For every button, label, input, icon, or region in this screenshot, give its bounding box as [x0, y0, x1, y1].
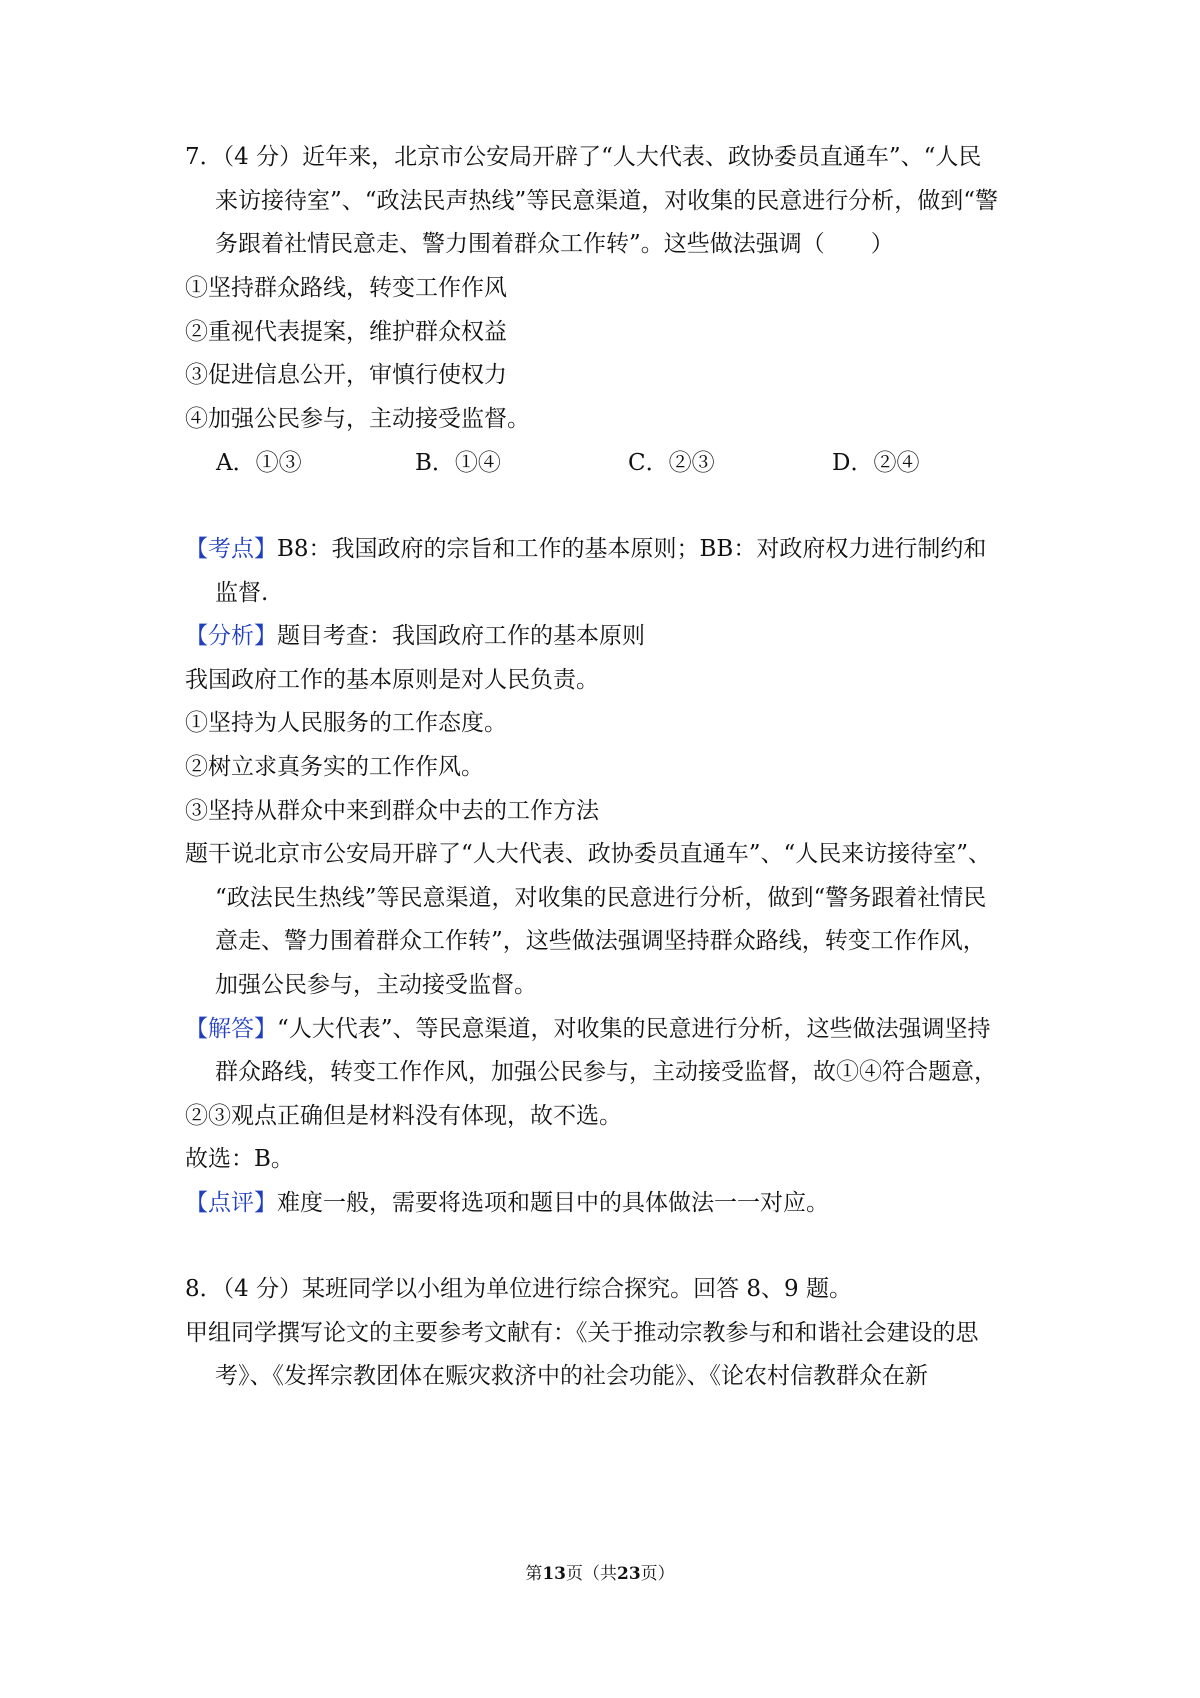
fenxi-line — [185, 621, 645, 651]
fenxi-line-4: ③坚持从群众中来到群众中去的工作方法 — [185, 798, 599, 824]
fenxi-line-5: 题干说北京市公安局开辟了“人大代表、政协委员直通车”、“人民来访接待室”、 — [185, 841, 992, 867]
dianping-text: 难度一般，需要将选项和题目中的具体做法一一对应。 — [277, 1190, 829, 1216]
fenxi-tag: 【分析】 — [185, 623, 277, 649]
q7-statement-4: ④加强公民参与，主动接受监督。 — [185, 406, 530, 432]
footer-total-pages: 23 — [617, 1564, 641, 1584]
q7-option-b: B．①④ — [415, 450, 501, 476]
q7-stem-line-2: 来访接待室”、“政法民声热线”等民意渠道，对收集的民意进行分析，做到“警 — [215, 188, 999, 214]
fenxi-cont-3: 加强公民参与，主动接受监督。 — [215, 972, 537, 998]
kaodian-tag: 【考点】 — [185, 536, 277, 562]
footer-prefix: 第 — [525, 1564, 543, 1584]
dianping-tag: 【点评】 — [185, 1190, 277, 1216]
kaodian-cont: 监督. — [215, 580, 269, 606]
fenxi-line-1: 我国政府工作的基本原则是对人民负责。 — [185, 667, 599, 693]
fenxi-cont-2: 意走、警力围着群众工作转”，这些做法强调坚持群众路线，转变工作作风， — [215, 928, 986, 954]
q7-statement-2: ②重视代表提案，维护群众权益 — [185, 319, 507, 345]
q8-line-3: 考》、《发挥宗教团体在赈灾救济中的社会功能》、《论农村信教群众在新 — [215, 1363, 928, 1389]
q8-stem: 8．（4 分）某班同学以小组为单位进行综合探究。回答 8、9 题。 — [185, 1276, 852, 1302]
fenxi-cont-1: “政法民生热线”等民意渠道，对收集的民意进行分析，做到“警务跟着社情民 — [215, 885, 987, 911]
page-footer — [0, 1562, 1200, 1586]
footer-page-number: 13 — [542, 1564, 566, 1584]
jieda-line — [185, 1014, 991, 1044]
fenxi-text: 题目考查：我国政府工作的基本原则 — [277, 623, 645, 649]
q7-option-a: A．①③ — [216, 450, 302, 476]
dianping-line — [185, 1188, 829, 1218]
kaodian-text: B8：我国政府的宗旨和工作的基本原则；BB：对政府权力进行制约和 — [277, 536, 987, 562]
footer-suffix: 页） — [640, 1564, 675, 1584]
q7-stem-line-1: 7．（4 分）近年来，北京市公安局开辟了“人大代表、政协委员直通车”、“人民 — [185, 144, 982, 170]
fenxi-line-3: ②树立求真务实的工作作风。 — [185, 754, 484, 780]
jieda-text: “人大代表”、等民意渠道，对收集的民意进行分析，这些做法强调坚持 — [277, 1016, 991, 1042]
kaodian-line — [185, 534, 986, 564]
q7-statement-1: ①坚持群众路线，转变工作作风 — [185, 275, 507, 301]
q7-stem-line-3: 务跟着社情民意走、警力围着群众工作转”。这些做法强调（ ） — [215, 231, 894, 257]
jieda-line-1: ②③观点正确但是材料没有体现，故不选。 — [185, 1103, 622, 1129]
footer-middle: 页（共 — [566, 1564, 617, 1584]
q7-option-c: C．②③ — [628, 450, 715, 476]
q8-line-2: 甲组同学撰写论文的主要参考文献有：《关于推动宗教参与和和谐社会建设的思 — [185, 1320, 979, 1346]
fenxi-line-2: ①坚持为人民服务的工作态度。 — [185, 710, 507, 736]
jieda-line-2: 故选：B。 — [185, 1146, 294, 1172]
q7-option-d: D．②④ — [832, 450, 920, 476]
jieda-cont: 群众路线，转变工作作风，加强公民参与，主动接受监督，故①④符合题意， — [215, 1059, 997, 1085]
jieda-tag: 【解答】 — [185, 1016, 277, 1042]
q7-statement-3: ③促进信息公开，审慎行使权力 — [185, 362, 507, 388]
